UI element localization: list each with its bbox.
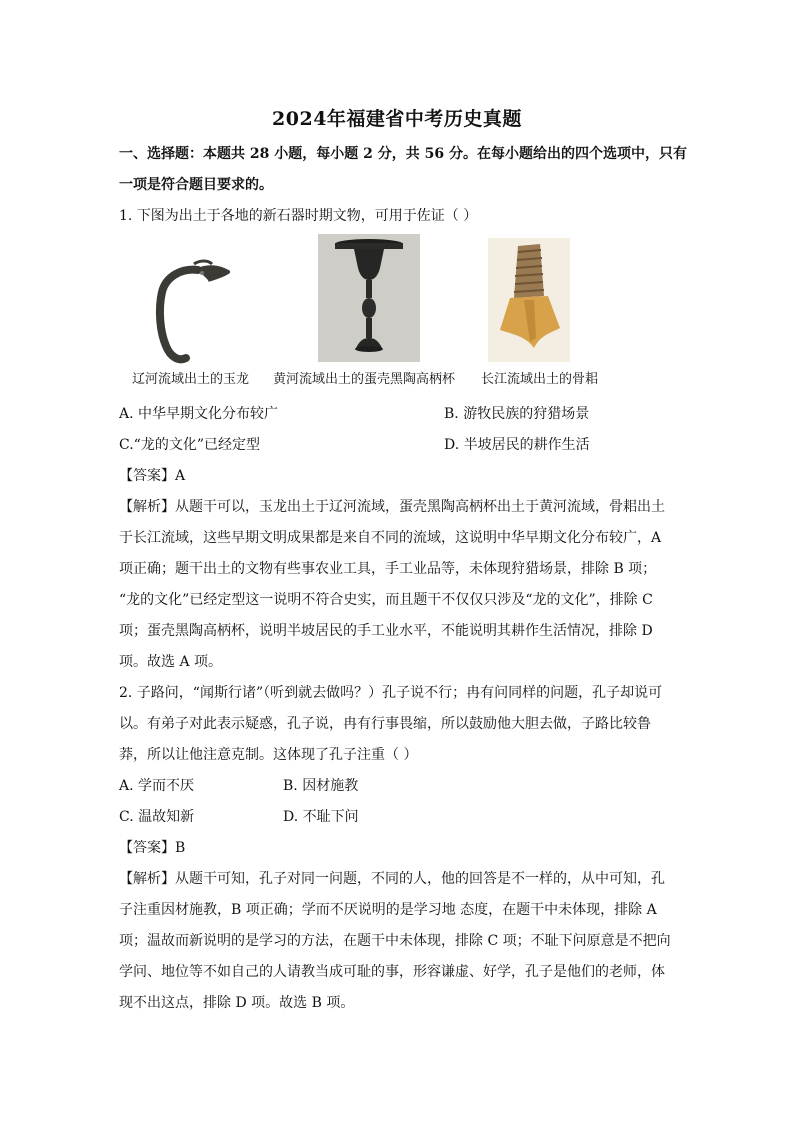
q2-option-a: A. 学而不厌 [119, 778, 195, 794]
q2-option-b: B. 因材施教 [283, 778, 359, 794]
q1-analysis-line: 项。故选 A 项。 [119, 654, 223, 670]
q2-analysis-line: 学问、地位等不如自己的人请教当成可耻的事，形容谦虚、好学，孔子是他们的老师，体 [119, 964, 665, 980]
image-caption-bone-spade: 长江流域出土的骨耜 [481, 372, 599, 387]
section-heading-line2: 一项是符合题目要求的。 [119, 177, 273, 193]
q1-analysis-line: 【解析】从题干可以，玉龙出土于辽河流域，蛋壳黑陶高柄杯出土于黄河流域，骨耜出土 [119, 499, 665, 515]
bone-spade-icon [488, 238, 570, 362]
q1-option-b: B. 游牧民族的狩猎场景 [444, 406, 590, 422]
q1-analysis-line: 项；蛋壳黑陶高柄杯，说明半坡居民的手工业水平，不能说明其耕作生活情况，排除 D [119, 623, 653, 639]
q2-stem-line: 莽，所以让他注意克制。这体现了孔子注重（ ） [119, 747, 418, 763]
image-caption-pottery-cup: 黄河流域出土的蛋壳黑陶高柄杯 [273, 372, 456, 387]
black-pottery-cup-image [318, 234, 420, 362]
q2-stem-line: 以。有弟子对此表示疑惑，孔子说，冉有行事畏缩，所以鼓励他大胆去做，子路比较鲁 [119, 716, 651, 732]
jade-dragon-image [148, 258, 238, 366]
section-heading-line1: 一、选择题：本题共 28 小题，每小题 2 分，共 56 分。在每小题给出的四个选项中，只有 [119, 146, 687, 162]
q2-analysis-line: 子注重因材施教，B 项正确；学而不厌说明的是学习地 态度，在题干中未体现，排除 A [119, 902, 657, 918]
q2-analysis-line: 现不出这点，排除 D 项。故选 B 项。 [119, 995, 355, 1011]
black-pottery-cup-icon [318, 234, 420, 362]
q1-analysis-line: “龙的文化”已经定型这一说明不符合史实，而且题干不仅仅只涉及“龙的文化”，排除 C [119, 592, 653, 608]
q2-option-c: C. 温故知新 [119, 809, 195, 825]
q1-stem: 1. 下图为出土于各地的新石器时期文物，可用于佐证（ ） [119, 208, 478, 224]
q1-answer: 【答案】A [119, 468, 186, 484]
bone-spade-image [488, 238, 570, 362]
q2-stem-line: 2. 子路问，“闻斯行诸”（听到就去做吗？）孔子说不行；冉有问同样的问题，孔子却说可 [119, 685, 663, 701]
q2-analysis-line: 【解析】从题干可知，孔子对同一问题，不同的人，他的回答是不一样的，从中可知，孔 [119, 871, 665, 887]
q2-analysis-line: 项；温故而新说明的是学习的方法，在题干中未体现，排除 C 项；不耻下问原意是不把向 [119, 933, 671, 949]
image-caption-jade-dragon: 辽河流域出土的玉龙 [132, 372, 250, 387]
document-title: 2024年福建省中考历史真题 [272, 108, 522, 130]
q1-analysis-line: 于长江流域，这些早期文明成果都是来自不同的流域，这说明中华早期文化分布较广，A [119, 530, 662, 546]
q2-option-d: D. 不耻下问 [283, 809, 359, 825]
q2-answer: 【答案】B [119, 840, 186, 856]
q1-option-c: C.“龙的文化”已经定型 [119, 437, 260, 453]
q1-option-d: D. 半坡居民的耕作生活 [444, 437, 590, 453]
q1-analysis-line: 项正确；题干出土的文物有些事农业工具，手工业品等，未体现狩猎场景，排除 B 项； [119, 561, 657, 577]
q1-option-a: A. 中华早期文化分布较广 [119, 406, 279, 422]
